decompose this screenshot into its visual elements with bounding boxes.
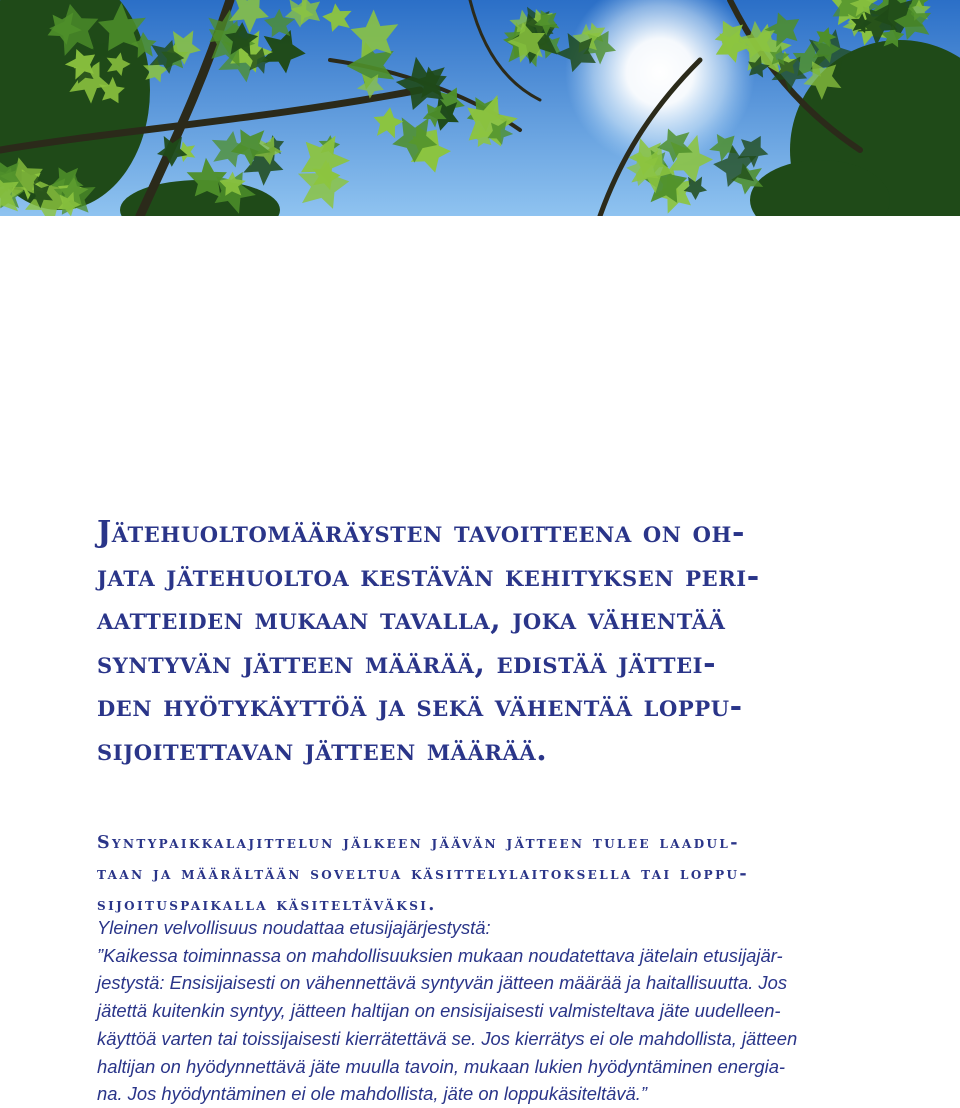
heading-line: syntyvän jätteen määrää, edistää jättei- [97, 645, 717, 681]
subheading [97, 828, 897, 921]
heading-line: jata jätehuoltoa kestävän kehityksen peri- [97, 558, 760, 594]
subheading-line: taan ja määrältään soveltua käsittelylaitoksella tai loppu- [97, 864, 750, 884]
subheading-line: Syntypaikkalajittelun jälkeen jäävän jätteen tulee laadul- [97, 833, 740, 853]
heading-line: Jätehuoltomääräysten tavoitteena on oh- [97, 515, 746, 550]
leaves-sun-illustration [0, 0, 960, 216]
heading-line: aatteiden mukaan tavalla, joka vähentää [97, 602, 726, 637]
heading-line: sijoitettavan jätteen määrää. [97, 732, 548, 768]
body-line: na. Jos hyödyntäminen ei ole mahdollista, jäte on loppukäsiteltävä.” [97, 1083, 648, 1105]
heading-line: den hyötykäyttöä ja sekä vähentää loppu- [97, 689, 743, 724]
body-line: jätettä kuitenkin syntyy, jätteen haltijan on ensisijaisesti valmisteltava jäte uudelleen- [97, 1000, 781, 1022]
body-line: jestystä: Ensisijaisesti on vähennettävä syntyvän jätteen määrää ja haitallisuutta. Jos [97, 972, 788, 994]
subheading-line: sijoituspaikalla käsiteltäväksi. [97, 895, 437, 915]
hero-photo [0, 0, 960, 216]
main-heading [97, 511, 897, 772]
body-line: ”Kaikessa toiminnassa on mahdollisuuksien mukaan noudatettava jätelain etusijajär- [97, 944, 783, 966]
quote-paragraph [97, 914, 907, 1108]
body-line: Yleinen velvollisuus noudattaa etusijajärjestystä: [97, 917, 491, 938]
body-line: käyttöä varten tai toissijaisesti kierrätettävä se. Jos kierrätys ei ole mahdollista, jätteen [97, 1027, 798, 1049]
body-line: haltijan on hyödynnettävä jäte muulla tavoin, mukaan lukien hyödyntäminen energia- [97, 1055, 786, 1077]
